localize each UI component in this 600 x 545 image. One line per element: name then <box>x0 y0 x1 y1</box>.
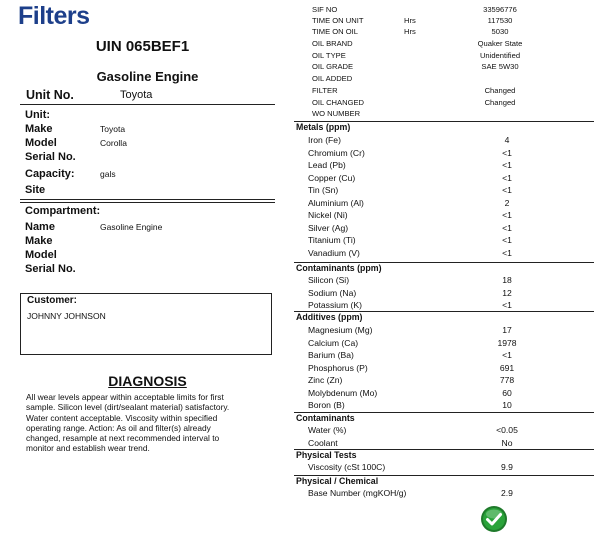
compartment-row-name <box>25 221 275 235</box>
result-row <box>308 198 588 210</box>
contaminants-section <box>294 412 594 449</box>
result-row <box>308 275 588 287</box>
result-value: 10 <box>502 400 512 410</box>
customer-name: JOHNNY JOHNSON <box>27 311 106 321</box>
unit-row-serial <box>25 151 275 165</box>
unit-row-site <box>25 184 275 198</box>
info-row <box>312 86 592 97</box>
result-row <box>308 338 588 350</box>
result-label: Barium (Ba) <box>308 350 354 360</box>
diagnosis-line: sample. Silicon level (dirt/sealant material) satisfactory. <box>26 402 230 413</box>
green-checkmark-icon <box>480 505 508 533</box>
info-label: OIL TYPE <box>312 51 346 60</box>
unit-row-make <box>25 123 275 137</box>
section-title: Contaminants <box>296 413 355 423</box>
result-label: Potassium (K) <box>308 300 362 310</box>
info-value: 33596776 <box>483 5 517 14</box>
unit-number-value: Toyota <box>120 89 153 101</box>
info-row <box>312 5 592 16</box>
info-value: Changed <box>484 86 516 95</box>
info-unit: Hrs <box>404 27 416 36</box>
result-value: 4 <box>504 135 510 145</box>
field-value: Corolla <box>100 138 127 148</box>
uin-title: UIN 065BEF1 <box>95 38 190 55</box>
result-value: <1 <box>502 300 512 310</box>
info-row <box>312 98 592 109</box>
diagnosis-line: changed, resample at next recommended interval to <box>26 433 220 444</box>
result-value: <1 <box>502 172 512 183</box>
contaminants-ppm-section <box>294 262 594 311</box>
compartment-section <box>20 202 275 276</box>
info-row <box>312 27 592 38</box>
field-label: Model <box>25 137 57 149</box>
result-row <box>308 160 588 172</box>
info-label: SIF NO <box>312 5 338 14</box>
metals-section <box>294 121 594 263</box>
diagnosis-line: All wear levels appear within acceptable limits for first <box>26 392 224 402</box>
result-value: 2.9 <box>501 488 513 498</box>
result-row <box>308 438 588 450</box>
info-label: TIME ON UNIT <box>312 16 364 25</box>
info-value: SAE 5W30 <box>481 62 519 71</box>
result-row <box>308 173 588 185</box>
unit-number-label: Unit No. <box>26 88 74 102</box>
customer-header: Customer: <box>27 295 78 306</box>
diagnosis-line: monitor and establish wear trend. <box>26 443 150 454</box>
brand-logo: Filters <box>18 2 90 30</box>
info-label: OIL ADDED <box>312 74 353 83</box>
result-value: 18 <box>502 275 512 285</box>
field-label: Name <box>25 221 55 233</box>
field-label: Serial No. <box>25 151 76 163</box>
result-value: 1978 <box>497 337 517 348</box>
result-label: Phosphorus (P) <box>308 362 368 373</box>
result-label: Aluminium (Al) <box>308 197 364 208</box>
result-label: Vanadium (V) <box>308 247 360 258</box>
result-row <box>308 223 588 235</box>
info-row <box>312 39 592 50</box>
result-label: Water (%) <box>308 425 347 435</box>
unit-row-capacity <box>25 168 275 182</box>
result-label: Sodium (Na) <box>308 287 357 298</box>
result-label: Boron (B) <box>308 400 345 410</box>
compartment-header: Compartment: <box>25 205 101 217</box>
section-title: Metals (ppm) <box>296 122 351 132</box>
result-row <box>308 425 588 437</box>
result-value: <1 <box>502 185 512 195</box>
result-label: Coolant <box>308 437 338 448</box>
info-label: FILTER <box>312 86 338 95</box>
result-value: 12 <box>502 287 512 298</box>
result-value: <1 <box>502 222 512 233</box>
unit-header: Unit: <box>25 109 51 121</box>
result-value: <0.05 <box>496 425 518 435</box>
unit-number-row <box>20 86 275 105</box>
result-label: Chromium (Cr) <box>308 147 365 158</box>
info-row <box>312 51 592 62</box>
result-row <box>308 235 588 247</box>
result-row <box>308 375 588 387</box>
result-row <box>308 210 588 222</box>
compartment-row-make <box>25 235 275 249</box>
result-label: Nickel (Ni) <box>308 210 348 220</box>
result-row <box>308 248 588 260</box>
result-value: <1 <box>502 247 512 258</box>
compartment-row-model <box>25 249 275 263</box>
result-row <box>308 400 588 412</box>
result-value: 9.9 <box>501 462 513 472</box>
result-label: Silicon (Si) <box>308 275 350 285</box>
info-row <box>312 74 592 85</box>
section-title: Physical Tests <box>296 450 357 460</box>
info-value: 117530 <box>487 16 513 25</box>
field-label: Make <box>25 235 53 247</box>
result-label: Zinc (Zn) <box>308 375 343 385</box>
result-value: <1 <box>502 235 512 245</box>
result-label: Base Number (mgKOH/g) <box>308 488 407 498</box>
result-row <box>308 488 588 500</box>
unit-row-model <box>25 137 275 151</box>
field-value: Toyota <box>100 124 126 134</box>
result-label: Silver (Ag) <box>308 222 349 233</box>
result-label: Lead (Pb) <box>308 160 346 170</box>
info-label: OIL CHANGED <box>312 98 365 107</box>
field-label: Capacity: <box>25 168 75 180</box>
result-value: <1 <box>502 210 512 220</box>
result-value: 2 <box>504 197 510 208</box>
info-unit: Hrs <box>404 16 416 25</box>
result-label: Magnesium (Mg) <box>308 325 373 335</box>
additives-section <box>294 311 594 412</box>
info-label: OIL GRADE <box>312 62 354 71</box>
info-label: OIL BRAND <box>312 39 353 48</box>
info-row <box>312 62 592 73</box>
result-label: Viscosity (cSt 100C) <box>308 462 386 472</box>
section-title: Additives (ppm) <box>296 312 363 322</box>
result-label: Titanium (Ti) <box>308 235 356 245</box>
physical-chemical-section <box>294 475 594 501</box>
result-row <box>308 288 588 300</box>
result-row <box>308 185 588 197</box>
result-value: 60 <box>502 387 512 398</box>
diagnosis-title: DIAGNOSIS <box>108 373 187 389</box>
compartment-row-serial <box>25 263 275 277</box>
result-row <box>308 363 588 375</box>
result-row <box>308 325 588 337</box>
result-value: 691 <box>499 362 515 373</box>
field-label: Model <box>25 249 57 261</box>
diagnosis-line: operating range. Action: As oil and filter(s) already <box>26 422 211 433</box>
info-value: Unidentified <box>479 51 521 60</box>
diagnosis-text <box>26 392 278 454</box>
result-row <box>308 148 588 160</box>
field-label: Make <box>25 123 53 135</box>
info-label: TIME ON OIL <box>312 27 358 36</box>
result-label: Molybdenum (Mo) <box>308 387 378 398</box>
result-row <box>308 350 588 362</box>
info-row <box>312 16 592 27</box>
field-value: gals <box>100 169 116 179</box>
result-value: No <box>501 437 513 448</box>
result-value: <1 <box>502 350 512 360</box>
field-label: Serial No. <box>25 263 76 275</box>
result-label: Iron (Fe) <box>308 135 341 145</box>
result-value: 778 <box>499 375 515 385</box>
unit-section <box>20 108 275 200</box>
field-label: Site <box>25 184 46 196</box>
result-row <box>308 388 588 400</box>
section-title: Physical / Chemical <box>296 476 379 486</box>
info-row <box>312 109 592 120</box>
result-value: 17 <box>502 325 512 335</box>
customer-box <box>20 293 272 355</box>
result-row <box>308 462 588 474</box>
result-label: Calcium (Ca) <box>308 337 359 348</box>
result-row <box>308 135 588 147</box>
info-value: Changed <box>484 98 516 107</box>
result-label: Tin (Sn) <box>308 185 339 195</box>
section-title: Contaminants (ppm) <box>296 263 382 273</box>
physical-tests-section <box>294 449 594 474</box>
diagnosis-line: Water content acceptable. Viscosity within specified <box>26 412 218 423</box>
result-label: Copper (Cu) <box>308 172 356 183</box>
info-value: 5030 <box>491 27 509 36</box>
info-label: WO NUMBER <box>312 109 361 118</box>
field-value: Gasoline Engine <box>100 222 163 232</box>
result-value: <1 <box>502 160 512 170</box>
info-value: Quaker State <box>477 39 523 48</box>
result-value: <1 <box>502 147 512 158</box>
engine-title: Gasoline Engine <box>96 69 199 84</box>
